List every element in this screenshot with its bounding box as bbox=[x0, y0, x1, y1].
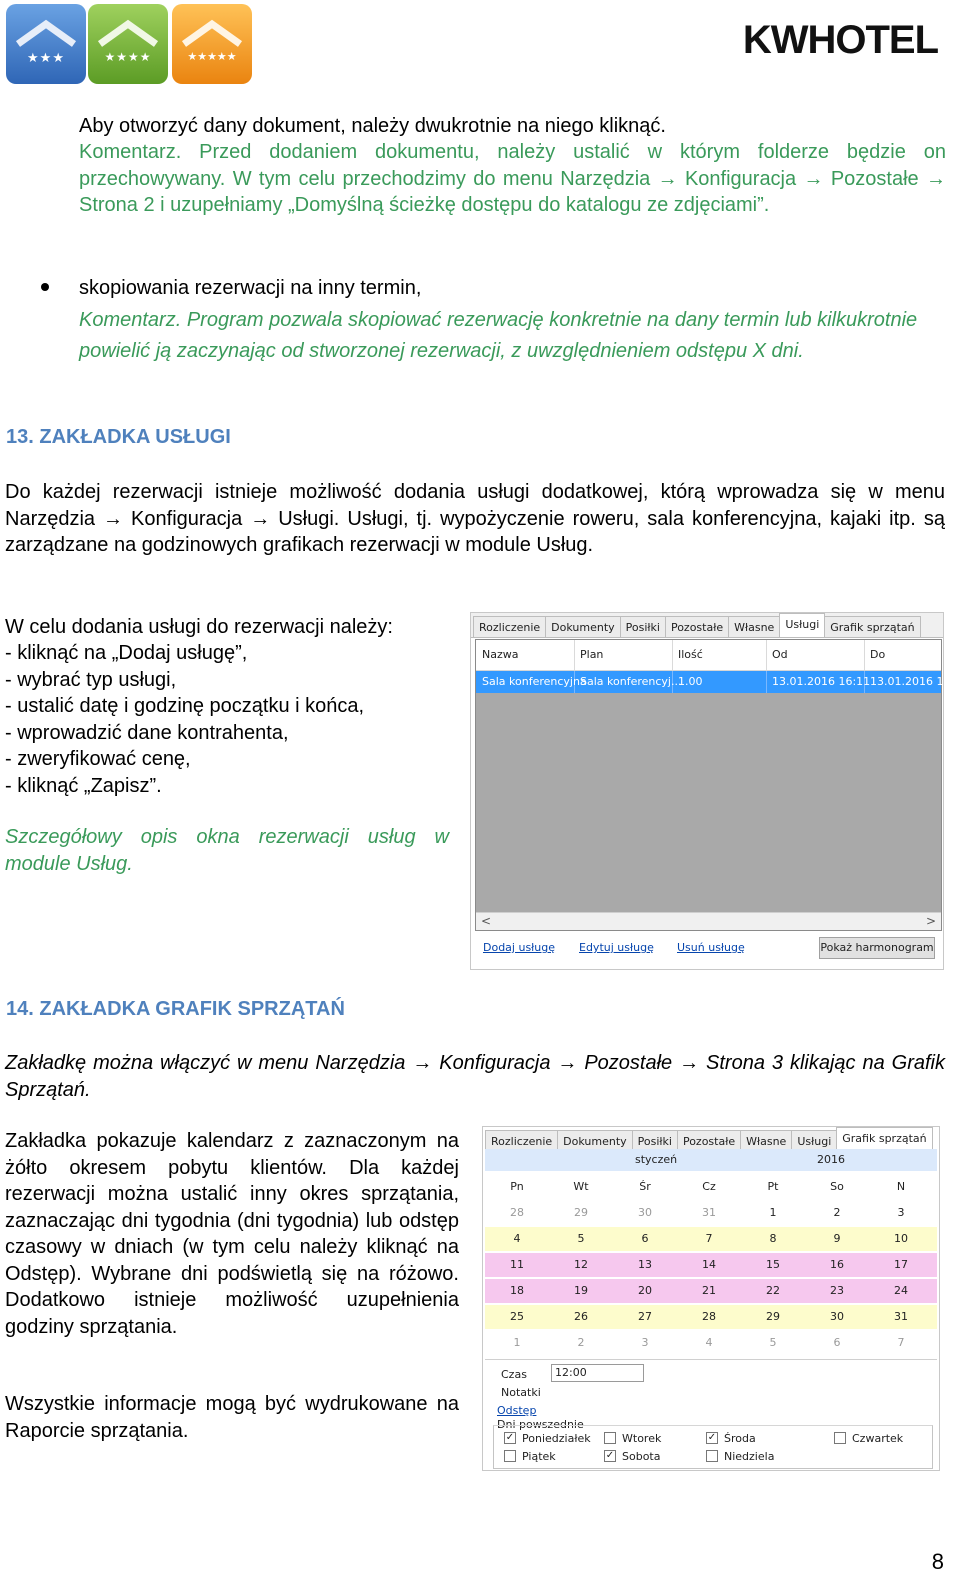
tab-uslugi[interactable]: Usługi bbox=[791, 1130, 837, 1153]
calendar-day[interactable]: 7 bbox=[897, 1336, 905, 1349]
bullet-text: skopiowania rezerwacji na inny termin, bbox=[79, 277, 422, 299]
services-panel-screenshot bbox=[470, 612, 961, 970]
calendar-week-row bbox=[485, 1253, 937, 1277]
scroll-left-icon[interactable]: < bbox=[481, 914, 492, 928]
day-label: Sobota bbox=[622, 1450, 661, 1463]
cell-to: 13.01.2016 17:1 bbox=[870, 675, 961, 688]
tab-grafik-sprzatan[interactable]: Grafik sprzątań bbox=[824, 616, 920, 639]
calendar-week-row bbox=[485, 1331, 937, 1355]
logo-five-star bbox=[172, 4, 252, 84]
page-number: 8 bbox=[931, 1549, 944, 1574]
show-schedule-button[interactable]: Pokaż harmonogram bbox=[819, 937, 935, 959]
calendar-day[interactable]: 8 bbox=[769, 1232, 777, 1245]
calendar-day[interactable]: 24 bbox=[894, 1284, 908, 1297]
day-label: Piątek bbox=[522, 1450, 556, 1463]
steps-list bbox=[5, 640, 465, 799]
tab-grafik-sprzatan[interactable]: Grafik sprzątań bbox=[836, 1127, 932, 1154]
tab-posilki[interactable]: Posiłki bbox=[620, 616, 666, 639]
weekday-label: Wt bbox=[573, 1180, 589, 1193]
logo-stars: ★★★ bbox=[27, 50, 65, 65]
calendar-day[interactable]: 12 bbox=[574, 1258, 588, 1271]
calendar-day[interactable]: 1 bbox=[513, 1336, 521, 1349]
house-roof-icon bbox=[182, 20, 242, 46]
calendar-day[interactable]: 4 bbox=[705, 1336, 713, 1349]
tab-pozostale[interactable]: Pozostałe bbox=[677, 1130, 741, 1153]
calendar-day[interactable]: 5 bbox=[769, 1336, 777, 1349]
add-service-link[interactable]: Dodaj usługę bbox=[483, 941, 556, 954]
calendar-day[interactable]: 30 bbox=[830, 1310, 844, 1323]
column-header[interactable]: Od bbox=[766, 640, 865, 670]
calendar-day[interactable]: 29 bbox=[574, 1206, 588, 1219]
calendar-day[interactable]: 23 bbox=[830, 1284, 844, 1297]
day-checkbox-monday[interactable] bbox=[504, 1432, 591, 1445]
tab-dokumenty[interactable]: Dokumenty bbox=[557, 1130, 632, 1153]
calendar bbox=[483, 1149, 939, 1359]
calendar-day[interactable]: 31 bbox=[894, 1310, 908, 1323]
tab-pozostale[interactable]: Pozostałe bbox=[665, 616, 729, 639]
step-item: - kliknąć „Zapisz”. bbox=[5, 774, 162, 797]
calendar-day[interactable]: 7 bbox=[705, 1232, 713, 1245]
calendar-day[interactable]: 19 bbox=[574, 1284, 588, 1297]
calendar-day[interactable]: 31 bbox=[702, 1206, 716, 1219]
checkbox-icon[interactable]: ✓ bbox=[605, 1450, 615, 1461]
step-item: - wprowadzić dane kontrahenta, bbox=[5, 721, 289, 744]
days-group bbox=[493, 1425, 933, 1469]
intro-line: Aby otworzyć dany dokument, należy dwukrotnie na niego kliknąć. bbox=[79, 115, 666, 137]
calendar-day[interactable]: 28 bbox=[702, 1310, 716, 1323]
day-label: Wtorek bbox=[622, 1432, 662, 1445]
calendar-day[interactable]: 16 bbox=[830, 1258, 844, 1271]
tab-uslugi[interactable]: Usługi bbox=[779, 613, 825, 640]
house-roof-icon bbox=[16, 20, 76, 46]
calendar-day[interactable]: 2 bbox=[577, 1336, 585, 1349]
tab-wlasne[interactable]: Własne bbox=[728, 616, 780, 639]
brand-name: KWHOTEL bbox=[742, 18, 938, 62]
day-label: Niedziela bbox=[724, 1450, 775, 1463]
weekday-label: Cz bbox=[702, 1180, 716, 1193]
cell-plan: Sala konferencyj... bbox=[574, 671, 673, 693]
calendar-day[interactable]: 30 bbox=[638, 1206, 652, 1219]
day-checkbox-friday[interactable] bbox=[504, 1450, 556, 1463]
tab-wlasne[interactable]: Własne bbox=[740, 1130, 792, 1153]
tab-posilki[interactable]: Posiłki bbox=[632, 1130, 678, 1153]
calendar-day[interactable]: 10 bbox=[894, 1232, 908, 1245]
checkbox-icon[interactable] bbox=[834, 1432, 846, 1444]
calendar-header bbox=[485, 1149, 937, 1171]
calendar-day[interactable]: 17 bbox=[894, 1258, 908, 1271]
section-14-heading: 14. ZAKŁADKA GRAFIK SPRZĄTAŃ bbox=[6, 998, 345, 1020]
section-14-print-note: Wszystkie informacje mogą być wydrukowane na Raporcie sprzątania. bbox=[5, 1393, 459, 1442]
section-14-intro: Zakładkę można włączyć w menu Narzędzia → Konfiguracja → Pozostałe → Strona 3 klikając na Grafik Sprzątań. bbox=[5, 1052, 945, 1101]
calendar-day[interactable]: 3 bbox=[641, 1336, 649, 1349]
weekday-label: Pn bbox=[510, 1180, 524, 1193]
horizontal-scrollbar[interactable] bbox=[476, 912, 941, 930]
cleaning-schedule-screenshot bbox=[482, 1126, 940, 1471]
day-checkbox-saturday[interactable] bbox=[604, 1450, 660, 1463]
interval-link[interactable]: Odstęp bbox=[497, 1404, 537, 1417]
house-roof-icon bbox=[98, 20, 158, 46]
notes-label: Notatki bbox=[501, 1386, 541, 1399]
table-row[interactable] bbox=[476, 671, 961, 693]
calendar-day[interactable]: 3 bbox=[897, 1206, 905, 1219]
checkbox-icon[interactable] bbox=[604, 1432, 616, 1444]
step-item: - ustalić datę i godzinę początku i końca, bbox=[5, 695, 365, 717]
calendar-day[interactable]: 15 bbox=[766, 1258, 780, 1271]
calendar-day[interactable]: 22 bbox=[766, 1284, 780, 1297]
checkbox-icon[interactable]: ✓ bbox=[707, 1432, 717, 1443]
calendar-week-row bbox=[485, 1227, 937, 1251]
logo-stars: ★★★★★ bbox=[187, 51, 237, 63]
weekday-label: Pt bbox=[767, 1180, 779, 1193]
calendar-day[interactable]: 2 bbox=[833, 1206, 841, 1219]
calendar-week-row bbox=[485, 1305, 937, 1329]
divider bbox=[485, 1359, 937, 1360]
checkbox-icon[interactable] bbox=[504, 1450, 516, 1462]
calendar-year[interactable]: 2016 bbox=[817, 1153, 845, 1166]
cell-name: Sala konferencyjna bbox=[476, 671, 575, 693]
section-13-heading: 13. ZAKŁADKA USŁUGI bbox=[6, 426, 231, 448]
section-13-paragraph: Do każdej rezerwacji istnieje możliwość dodania usługi dodatkowej, którą wprowadza się w menu Narzędzia → Konfiguracja → Usługi. Usługi, tj. wypożyczenie roweru, sala konferencyjna, kajaki itp. są zarządzane na godzinowych grafikach rezerwacji w module Usług. bbox=[5, 481, 945, 556]
day-label: Czwartek bbox=[852, 1432, 904, 1445]
services-grid bbox=[475, 639, 961, 931]
calendar-day[interactable]: 5 bbox=[577, 1232, 585, 1245]
logo-stars: ★★★★ bbox=[104, 50, 152, 64]
day-checkbox-wednesday[interactable] bbox=[706, 1432, 756, 1445]
intro-comment: Komentarz. Przed dodaniem dokumentu, należy ustalić w którym folderze będzie on przechowywany. W tym celu przechodzimy do menu Narzędzia → Konfiguracja → Pozostałe → Strona 2 i uzupełniamy „Domyślną ścieżkę dostępu do katalogu ze zdjęciami”. bbox=[79, 141, 946, 216]
tab-rozliczenie[interactable]: Rozliczenie bbox=[485, 1130, 558, 1153]
column-header[interactable]: Plan bbox=[574, 640, 673, 670]
tab-dokumenty[interactable]: Dokumenty bbox=[545, 616, 620, 639]
calendar-day[interactable]: 1 bbox=[769, 1206, 777, 1219]
day-checkbox-tuesday[interactable] bbox=[604, 1432, 661, 1445]
calendar-day[interactable]: 9 bbox=[833, 1232, 841, 1245]
bullet-icon bbox=[41, 283, 49, 291]
detail-note: Szczegółowy opis okna rezerwacji usług w module Usług. bbox=[5, 826, 449, 875]
calendar-week-row bbox=[485, 1201, 937, 1225]
logo-four-star bbox=[88, 4, 168, 84]
grid-header bbox=[476, 640, 941, 671]
column-header[interactable]: Nazwa bbox=[476, 640, 575, 670]
calendar-day[interactable]: 11 bbox=[510, 1258, 524, 1271]
calendar-day[interactable]: 6 bbox=[833, 1336, 841, 1349]
checkbox-icon[interactable]: ✓ bbox=[505, 1432, 515, 1443]
steps-intro: W celu dodania usługi do rezerwacji należy: bbox=[5, 616, 393, 638]
step-item: - zweryfikować cenę, bbox=[5, 748, 191, 770]
services-tabs bbox=[473, 616, 920, 638]
calendar-day[interactable]: 13 bbox=[638, 1258, 652, 1271]
calendar-day[interactable]: 6 bbox=[641, 1232, 649, 1245]
edit-service-link[interactable]: Edytuj usługę bbox=[579, 941, 654, 954]
column-header[interactable]: Do bbox=[870, 648, 886, 661]
calendar-day[interactable]: 25 bbox=[510, 1310, 524, 1323]
copy-comment: Komentarz. Program pozwala skopiować rezerwację konkretnie na dany termin lub kilkukrotnie powielić ją zaczynając od stworzonej rezerwacji, z uwzględnieniem odstępu X dni. bbox=[79, 309, 918, 362]
calendar-day[interactable]: 18 bbox=[510, 1284, 524, 1297]
step-item: - kliknąć na „Dodaj usługę”, bbox=[5, 642, 248, 664]
calendar-day[interactable]: 4 bbox=[513, 1232, 521, 1245]
calendar-day[interactable]: 27 bbox=[638, 1310, 652, 1323]
calendar-day[interactable]: 14 bbox=[702, 1258, 716, 1271]
scroll-right-icon[interactable]: > bbox=[925, 914, 936, 928]
cell-from: 13.01.2016 16:11 bbox=[766, 671, 865, 693]
delete-service-link[interactable]: Usuń usługę bbox=[677, 941, 745, 954]
section-14-paragraph: Zakładka pokazuje kalendarz z zaznaczonym na żółto okresem pobytu klientów. Dla każdej rezerwacji można ustalić inny okres sprzątania, zaznaczając dni tygodnia (dni tygodnia) lub odstęp czasowy w dniach (w tym celu należy kliknąć na Odstęp). Wybrane dni podświetlą się na różowo. Dodatkowo istnieje możliwość uzupełnienia godziny sprzątania. bbox=[5, 1130, 459, 1338]
calendar-month[interactable]: styczeń bbox=[635, 1153, 678, 1166]
day-checkbox-thursday[interactable] bbox=[834, 1432, 903, 1445]
weekday-label: Śr bbox=[639, 1180, 651, 1193]
day-label: Środa bbox=[724, 1432, 756, 1445]
logo-three-star bbox=[6, 4, 86, 84]
day-label: Poniedziałek bbox=[522, 1432, 591, 1445]
time-label: Czas bbox=[501, 1368, 527, 1381]
cell-quantity: 1.00 bbox=[672, 671, 767, 693]
tab-rozliczenie[interactable]: Rozliczenie bbox=[473, 616, 546, 639]
column-header[interactable]: Ilość bbox=[672, 640, 767, 670]
calendar-day[interactable]: 26 bbox=[574, 1310, 588, 1323]
calendar-day[interactable]: 29 bbox=[766, 1310, 780, 1323]
day-checkbox-sunday[interactable] bbox=[706, 1450, 774, 1463]
days-group-label: Dni powszednie bbox=[497, 1418, 584, 1431]
calendar-day[interactable]: 28 bbox=[510, 1206, 524, 1219]
checkbox-icon[interactable] bbox=[706, 1450, 718, 1462]
calendar-week-row bbox=[485, 1279, 937, 1303]
calendar-day[interactable]: 21 bbox=[702, 1284, 716, 1297]
weekday-label: So bbox=[830, 1180, 844, 1193]
time-input[interactable]: 12:00 bbox=[551, 1364, 644, 1382]
step-item: - wybrać typ usługi, bbox=[5, 668, 177, 691]
weekday-row bbox=[483, 1175, 939, 1199]
weekday-label: N bbox=[896, 1180, 906, 1193]
calendar-day[interactable]: 20 bbox=[638, 1284, 652, 1297]
